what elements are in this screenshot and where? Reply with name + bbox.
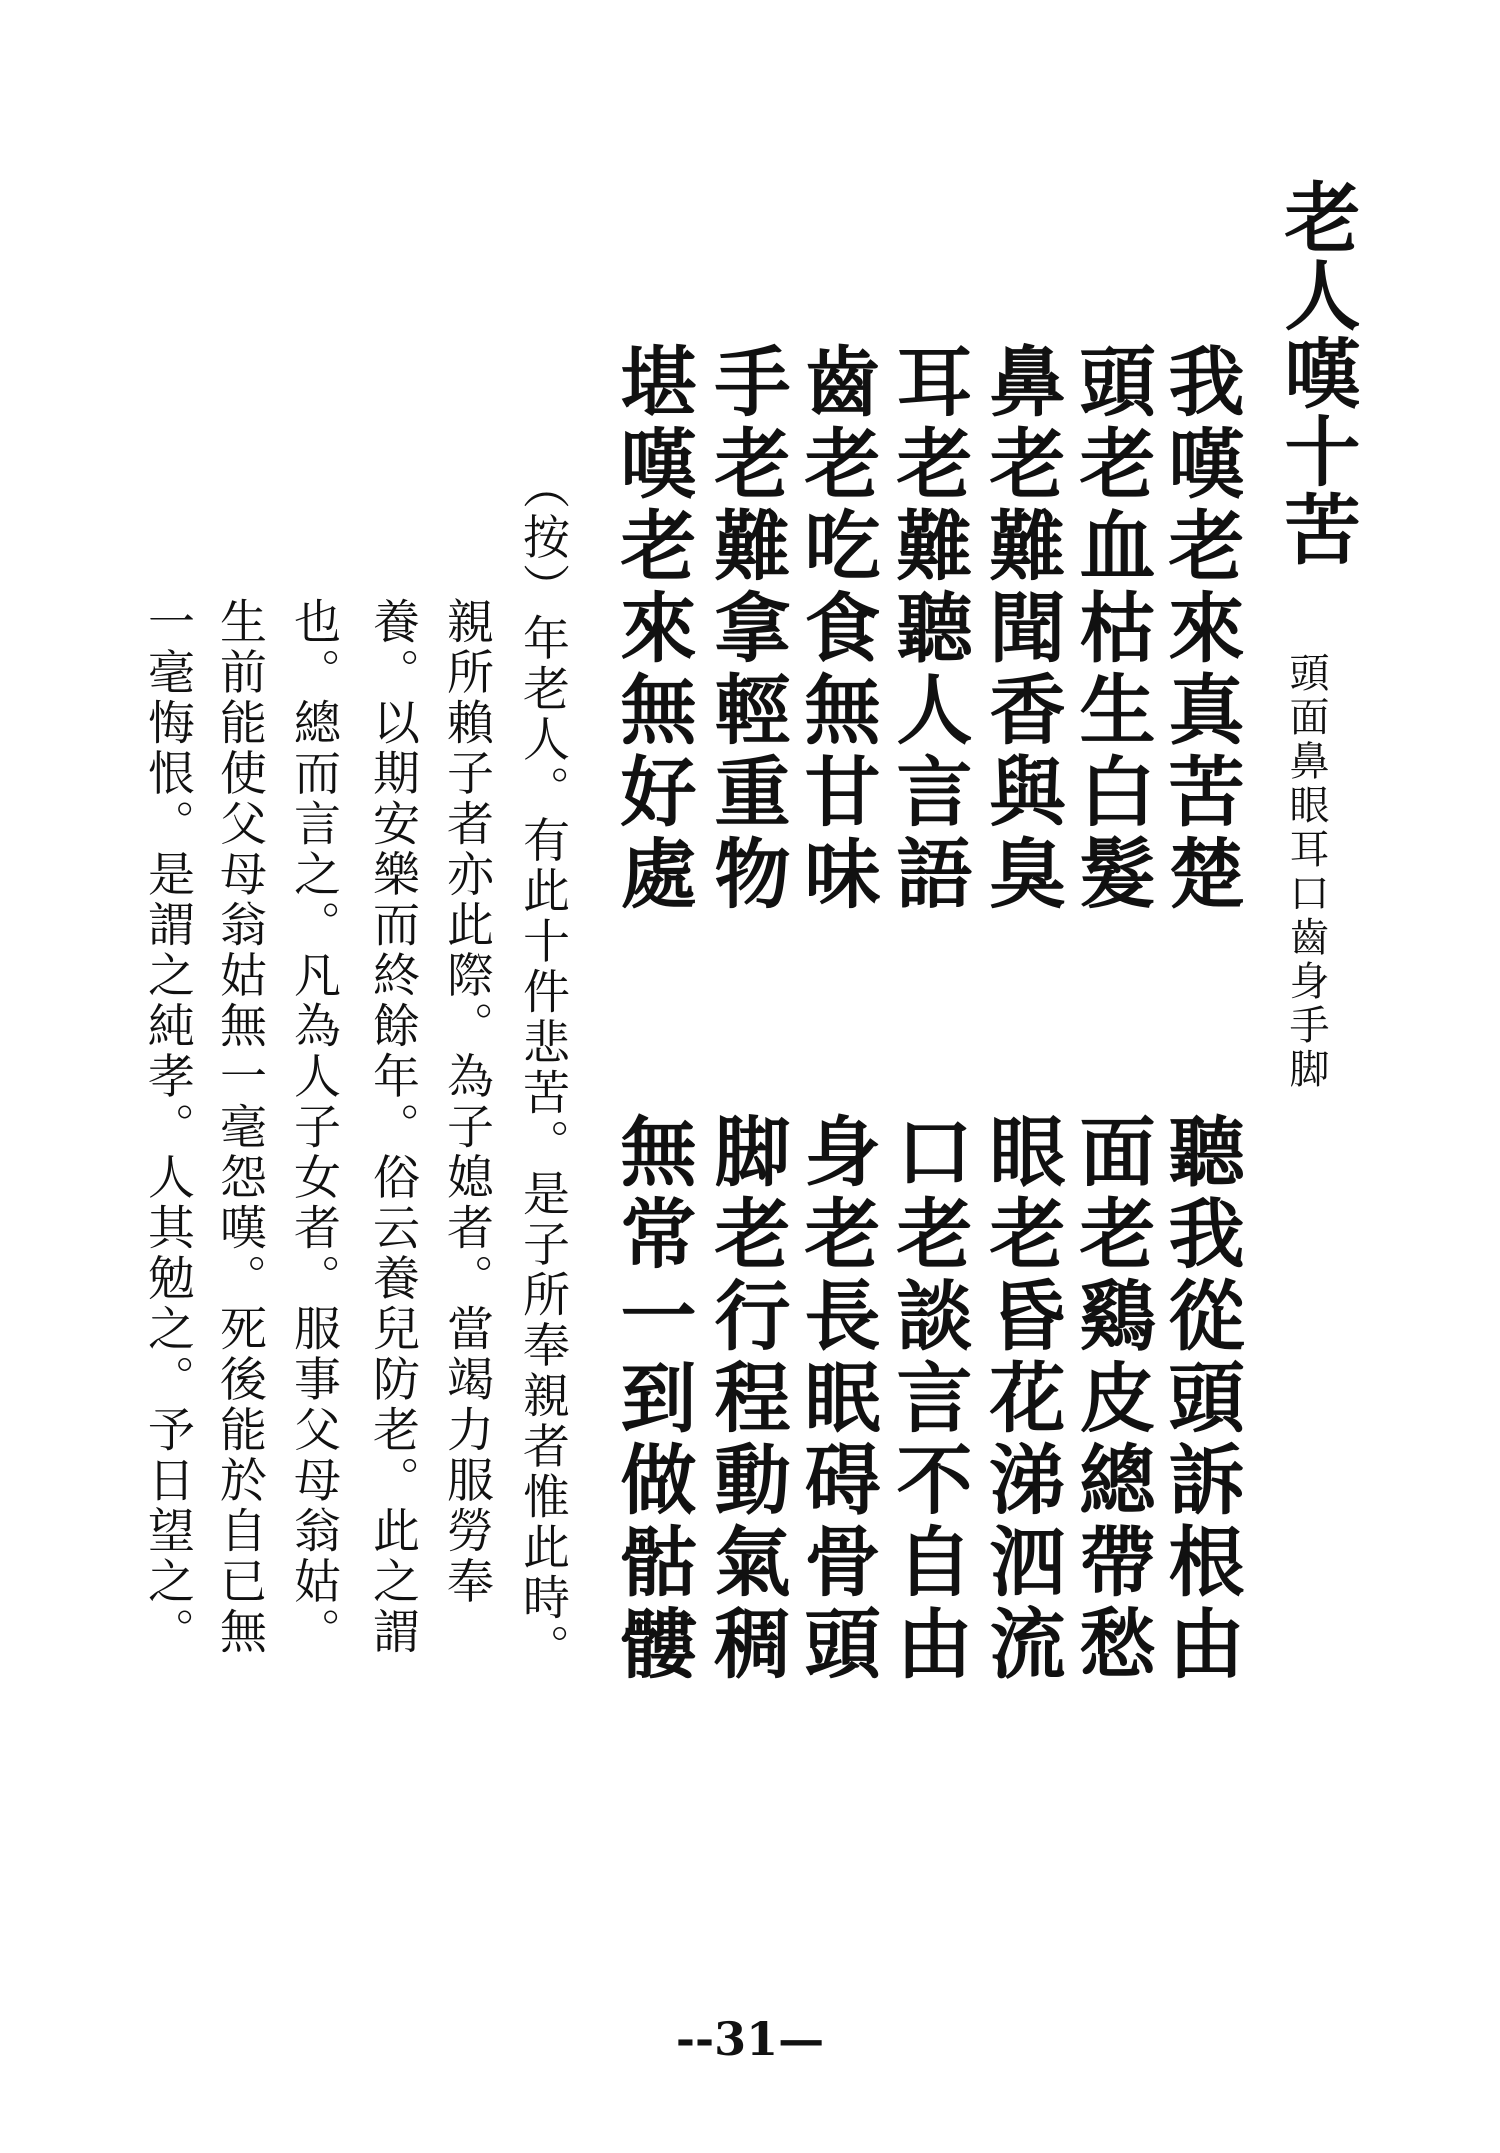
poem-line: 脚老行程動氣稠 — [702, 1112, 791, 1686]
poem-line: 鼻老難聞香與臭 — [977, 342, 1066, 916]
poem-line: 手老難拿輕重物 — [702, 342, 791, 916]
poem-line: 口老談言不自由 — [884, 1112, 973, 1686]
poem-line: 堪嘆老來無好處 — [608, 342, 697, 916]
note-line: （按）年老人。有此十件悲苦。是子所奉親者惟此時。 — [515, 462, 570, 1674]
poem-line: 無常一到做骷髏 — [608, 1112, 697, 1686]
poem-line: 齒老吃食無甘味 — [792, 342, 881, 916]
page-subtitle: 頭面鼻眼耳口齒身手脚 — [1283, 652, 1329, 1092]
note-line: 一毫悔恨。是謂之純孝。人其勉之。予日望之。 — [140, 597, 195, 1658]
poem-line: 耳老難聽人言語 — [884, 342, 973, 916]
note-line: 親所賴子者亦此際。為子媳者。當竭力服勞奉 — [439, 597, 494, 1607]
poem-line: 身老長眠碍骨頭 — [792, 1112, 881, 1686]
note-line: 也。總而言之。凡為人子女者。服事父母翁姑。 — [286, 597, 341, 1658]
poem-line: 聽我從頭訴根由 — [1156, 1112, 1245, 1686]
poem-line: 我嘆老來真苦楚 — [1156, 342, 1245, 916]
note-line: 生前能使父母翁姑無一毫怨嘆。死後能於自已無 — [212, 597, 267, 1658]
poem-line: 眼老昏花涕泗流 — [977, 1112, 1066, 1686]
page-number: --31— — [675, 2012, 825, 2066]
poem-line: 頭老血枯生白髮 — [1067, 342, 1156, 916]
page-title: 老人嘆十苦 — [1272, 178, 1361, 568]
note-line: 養。以期安樂而終餘年。俗云養兒防老。此之謂 — [365, 597, 420, 1658]
poem-line: 面老鷄皮總帶愁 — [1067, 1112, 1156, 1686]
